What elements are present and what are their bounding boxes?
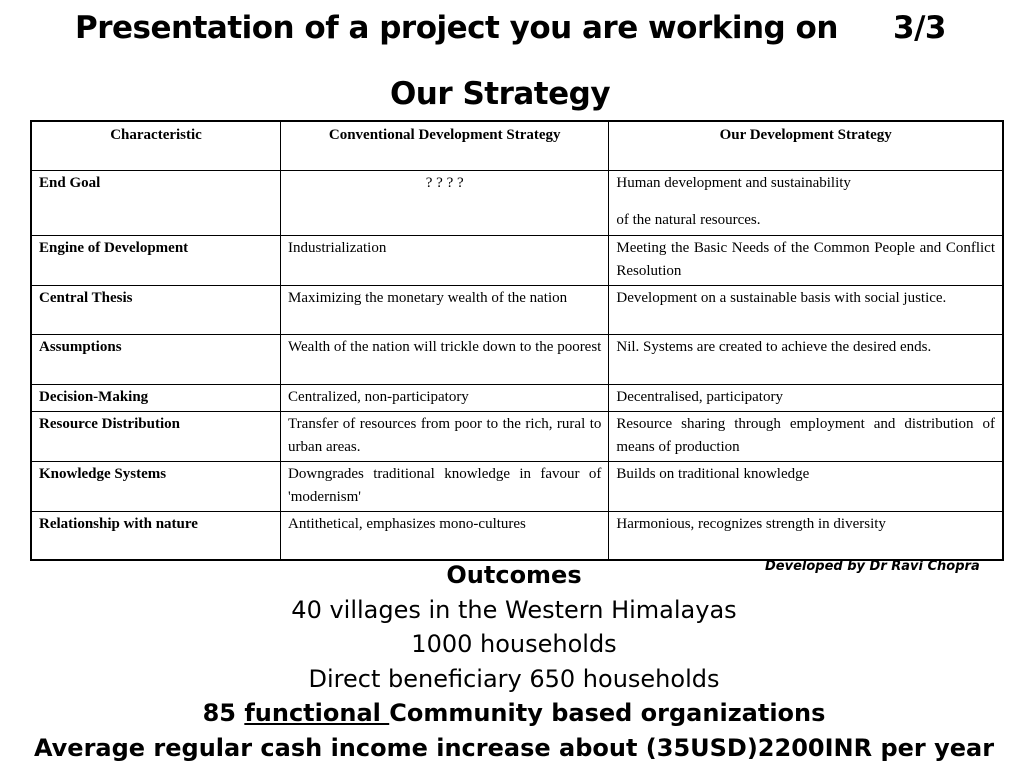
- slide-subtitle: Our Strategy: [389, 76, 611, 112]
- outcome-beneficiaries: Direct beneficiary 650 households: [308, 664, 720, 693]
- outcome-organizations-underlined: functional: [244, 699, 390, 727]
- table-row: [31, 170, 1003, 235]
- outcomes-heading: Outcomes: [446, 561, 582, 589]
- slide-title-bar: [0, 10, 1024, 56]
- outcome-villages: 40 villages in the Western Himalayas: [291, 595, 737, 624]
- table-row: [31, 461, 1003, 511]
- page-indicator: 3/3: [893, 10, 946, 46]
- table-row: [31, 511, 1003, 560]
- outcomes-section: [0, 558, 1024, 765]
- row-characteristic: Central Thesis: [31, 285, 281, 334]
- table-row: [31, 384, 1003, 411]
- row-conventional: Transfer of resources from poor to the rich, rural to urban areas.: [281, 411, 609, 461]
- row-ours: Harmonious, recognizes strength in diversity: [609, 511, 1003, 560]
- row-ours: Decentralised, participatory: [609, 384, 1003, 411]
- author-credit: Developed by Dr Ravi Chopra: [765, 559, 980, 574]
- header-characteristic: Characteristic: [31, 121, 281, 170]
- row-characteristic: End Goal: [31, 170, 281, 235]
- row-conventional: Centralized, non-participatory: [281, 384, 609, 411]
- row-ours: [609, 170, 1003, 235]
- table-row: [31, 235, 1003, 285]
- table-row: [31, 411, 1003, 461]
- row-ours-line: Human development and sustainability: [616, 174, 851, 191]
- outcome-income: Average regular cash income increase about (35USD)2200INR per year: [33, 733, 995, 762]
- table-header-row: [31, 121, 1003, 170]
- row-characteristic: Decision-Making: [31, 384, 281, 411]
- row-characteristic: Resource Distribution: [31, 411, 281, 461]
- strategy-comparison-table: [30, 120, 1004, 561]
- outcome-organizations-count: 85: [202, 699, 245, 727]
- table-row: [31, 285, 1003, 334]
- row-characteristic: Engine of Development: [31, 235, 281, 285]
- row-conventional: ? ? ? ?: [281, 170, 609, 235]
- row-characteristic: Knowledge Systems: [31, 461, 281, 511]
- row-conventional: Downgrades traditional knowledge in favour of 'modernism': [281, 461, 609, 511]
- outcome-organizations-rest: Community based organizations: [389, 699, 826, 727]
- outcome-organizations: [0, 696, 1024, 731]
- row-characteristic: Relationship with nature: [31, 511, 281, 560]
- outcome-households: 1000 households: [411, 630, 617, 658]
- slide-title: Presentation of a project you are working on: [75, 10, 838, 46]
- row-ours: Builds on traditional knowledge: [609, 461, 1003, 511]
- row-characteristic: Assumptions: [31, 334, 281, 384]
- table-row: [31, 334, 1003, 384]
- row-ours-line: of the natural resources.: [616, 211, 761, 228]
- row-ours: Nil. Systems are created to achieve the desired ends.: [609, 334, 1003, 384]
- row-conventional: Antithetical, emphasizes mono-cultures: [281, 511, 609, 560]
- row-conventional: Wealth of the nation will trickle down to the poorest: [281, 334, 609, 384]
- row-conventional: Maximizing the monetary wealth of the nation: [281, 285, 609, 334]
- header-conventional-strategy: Conventional Development Strategy: [281, 121, 609, 170]
- row-ours: Meeting the Basic Needs of the Common People and Conflict Resolution: [609, 235, 1003, 285]
- row-ours: Development on a sustainable basis with social justice.: [609, 285, 1003, 334]
- row-ours: Resource sharing through employment and distribution of means of production: [609, 411, 1003, 461]
- header-our-strategy: Our Development Strategy: [609, 121, 1003, 170]
- row-conventional: Industrialization: [281, 235, 609, 285]
